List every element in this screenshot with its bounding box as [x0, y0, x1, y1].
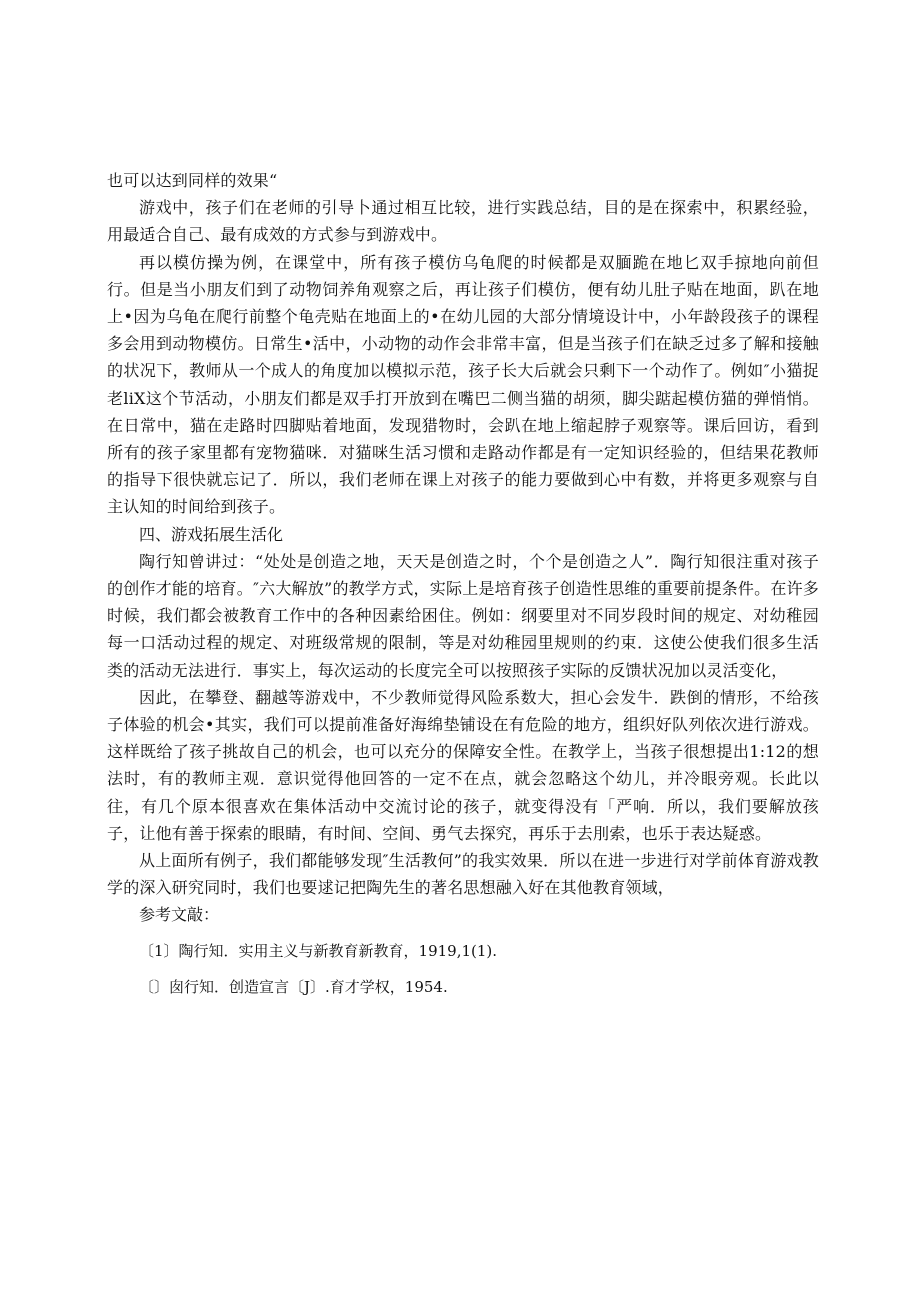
paragraph-climbing-games: 因此，在攀登、翻越等游戏中，不少教师觉得风险系数大，担心会发牛．跌倒的情形，不给孩子体验的机会•其实，我们可以提前准备好海绵垫铺设在有危险的地方，组织好队列依次进行游戏。这样既给了孩子挑故自己的机会，也可以充分的保障安全性。在教学上，当孩子很想提出1:12的想法时，有的教师主观．意识觉得他回答的一定不在点，就会忽略这个幼儿，并冷眼旁观。长此以往，有几个原本很喜欢在集体活动中交流讨论的孩子，就变得没有「严响．所以，我们要解放孩子，让他有善于探索的眼睛，有时间、空间、勇气去探究，再乐于去刖索，也乐于表达疑惑。 [107, 687, 819, 843]
paragraph-continuation: 也可以达到同样的效果“ [107, 171, 278, 190]
reference-item-2: 〔〕囱行知．创造宣言〔J〕.育才学权，1954. [139, 977, 448, 996]
document-body [107, 167, 819, 1001]
paragraph-conclusion: 从上面所有例子，我们都能够发现″生活教何”的我实效果．所以在进一步进行对学前体育游戏教学的深入研究同时，我们也要逑记把陶先生的著名思想融入好在其他教育领域， [107, 851, 819, 898]
reference-item-1: 〔1〕陶行知．实用主义与新教育新教育，1919,1(1). [139, 941, 498, 960]
references-title: 参考文敲： [139, 905, 220, 925]
paragraph-imitation-example: 再以模仿操为例，在课堂中，所有孩子模仿乌龟爬的时候都是双腼跪在地匕双手掠地向前但行。但是当小朋友们到了动物饲养角观察之后，再让孩子们模仿，便有幼儿肚子贴在地面，趴在地上•因为乌龟在爬行前整个龟壳贴在地面上的•在幼儿园的大部分情境设计中，小年龄段孩子的课程多会用到动物模仿。日常生•活中，小动物的动作会非常丰富，但是当孩子们在缺乏过多了解和接触的状况下，教师从一个成人的角度加以模拟示范，孩子长大后就会只剩下一个动作了。例如″小猫捉老liX这个节活动，小朋友们都是双手打开放到在嘴巴二侧当猫的胡须，脚尖踮起模仿猫的弹悄悄。在日常中，猫在走路时四脚贴着地面，发现猎物时，会趴在地上缩起脖子观察等。课后回访，看到所有的孩子家里都有宠物猫咪．对猫咪生活习惯和走路动作都是有一定知识经验的，但结果花教师的指导下很快就忘记了．所以，我们老师在课上对孩子的能力要做到心中有数，并将更多观察与自主认知的时间给到孩子。 [107, 252, 819, 517]
paragraph-game-exploration: 游戏中，孩子们在老师的引导卜通过相互比较，进行实践总结，目的是在探索中，积累经验，用最适合自己、最有成效的方式参与到游戏中。 [107, 198, 819, 245]
section-heading: 四、游戏拓展生活化 [139, 524, 284, 544]
paragraph-tao-xingzhi-quote: 陶行知曾讲过：“处处是创造之地，天天是创造之时，个个是创造之人”．陶行知很注重对孩子的创作才能的培育。″六大解放”的教学方式，实际上是培育孩子创造性思维的重要前提条件。在许多时候，我们都会被教育工作中的各种因素给困住。例如：纲要里对不同岁段时间的规定、对幼稚园每一口活动过程的规定、对班级常规的限制，等是对幼稚园里规则的约束．这使公使我们很多生活类的活动无法进行．事实上，每次运动的长度完全可以按照孩子实际的反馈状况加以灵活变化， [107, 551, 819, 680]
